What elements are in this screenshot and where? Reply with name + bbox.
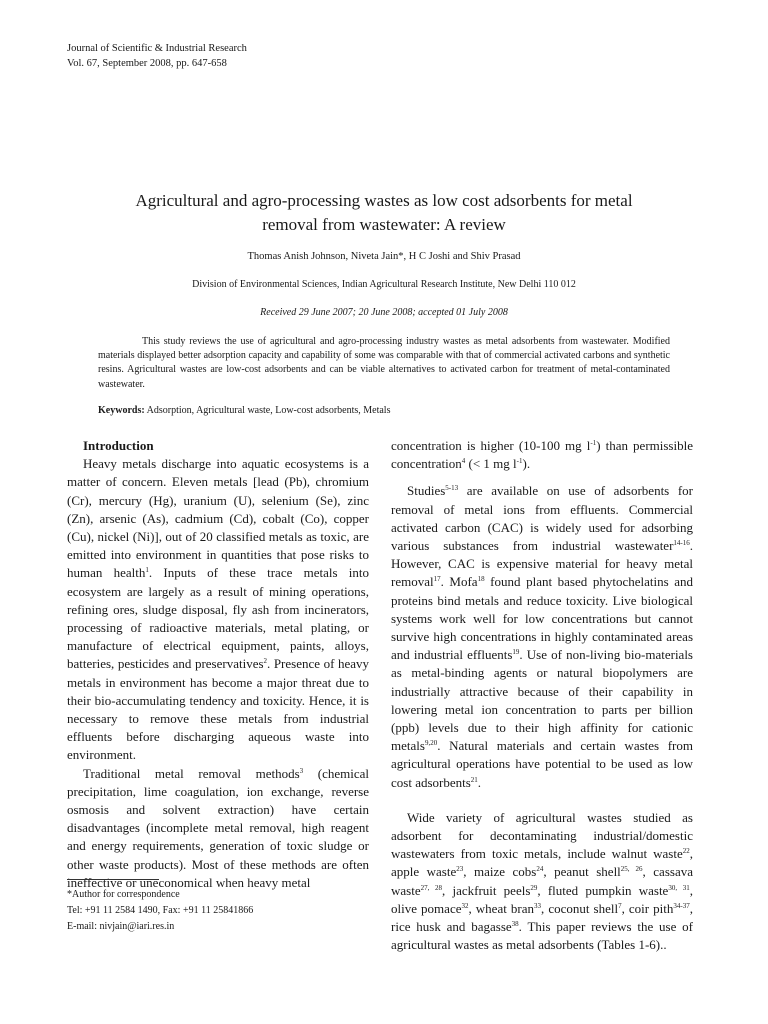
footnote-divider: [67, 879, 159, 880]
footnote: [67, 887, 253, 935]
journal-header: [67, 41, 247, 71]
citation: 1: [145, 566, 149, 575]
keywords-text: Adsorption, Agricultural waste, Low-cost adsorbents, Metals: [146, 405, 391, 416]
right-paragraph-3: Wide variety of agricultural wastes studied as adsorbent for decontaminating industrial/domestic wastewaters from toxic metals, include walnut waste$^{22}$, apple waste$^{23}$, maize cobs$^{24}$, peanut shell$^{25, 26}$, cassava waste$^{27, 28}$, jackfruit peels$^{29}$, fluted pumpkin waste$^{30, 31}$, olive pomace$^{32}$, wheat bran$^{33}$, coconut shell$^7$, coir pith$^{34-37}$, rice husk and bagasse$^{38}$. This paper reviews the use of agricultural wastes as metal adsorbents (Tables 1-6)..: [391, 809, 694, 953]
title-line-2: removal from wastewater: A review: [262, 215, 506, 234]
citation: 4: [461, 457, 466, 466]
left-column: [67, 437, 369, 892]
keywords-label: Keywords:: [98, 405, 145, 416]
authors: Thomas Anish Johnson, Niveta Jain*, H C Joshi and Shiv Prasad: [247, 251, 521, 262]
abstract: [98, 335, 670, 392]
title-line-1: Agricultural and agro-processing wastes as low cost adsorbents for metal: [135, 191, 633, 210]
citation: 3: [299, 766, 304, 775]
footnote-author: *Author for correspondence: [67, 889, 180, 900]
affiliation: Division of Environmental Sciences, Indian Agricultural Research Institute, New Delhi 110 012: [192, 279, 576, 290]
abstract-text: This study reviews the use of agricultural and agro-processing industry wastes as metal adsorbents from wastewater. Modified materials displayed better adsorption capacity and capability of some was comparable with that of commercial activated carbons and synthetic resins. Agricultural wastes are low-cost adsorbents and can be viable alternatives to activated carbon for treatment of metal-contaminated wastewater.: [98, 336, 670, 390]
journal-volume: Vol. 67, September 2008, pp. 647-658: [67, 58, 227, 69]
right-paragraph-2: Studies$^{5-13}$ are available on use of adsorbents for removal of metal ions from effluents. Commercial activated carbon (CAC) is widely used for adsorbing various substances from industrial wastewater$^{14-16}$. However, CAC is expensive material for heavy metal removal$^{17}$. Mofa$^{18}$ found plant based phytochelatins and proteins bind metals and reduce toxicity. Live biological systems work well for low concentrations but cannot survive high concentrations in highly contaminated areas and industrial effluents$^{19}$. Use of non-living bio-materials as metal-binding agents or natural biopolymers are industrially attractive because of their capability in lowering metal ion concentration to parts per billion (ppb) levels due to their high affinity for cationic metals$^{9,20}$. Natural materials and certain wastes from agricultural operations have potential to be used as low cost adsorbents$^{21}$.: [391, 483, 693, 790]
footnote-email: E-mail: nivjain@iari.res.in: [67, 921, 175, 932]
right-column: [391, 437, 693, 954]
received-dates: Received 29 June 2007; 20 June 2008; accepted 01 July 2008: [260, 307, 508, 318]
right-paragraph-1: concentration is higher (10-100 mg $l^{-1}$) than permissible concentration$^4$ (< 1 mg $l^{-1}$).: [391, 438, 693, 472]
paper-title: [80, 189, 688, 237]
journal-name: Journal of Scientific & Industrial Research: [67, 43, 247, 54]
section-heading-introduction: Introduction: [83, 438, 154, 453]
intro-paragraph-1: Heavy metals discharge into aquatic ecosystems is a matter of concern. Eleven metals [lead (Pb), chromium (Cr), mercury (Hg), uranium (U), selenium (Se), zinc (Zn), arsenic (As), cadmium (Cd), cobalt (Co), copper (Cu), nickel (Ni)], out of 20 classified metals as toxic, are emitted into environment in quantities that pose risks to human health$^1$. Inputs of these trace metals into ecosystem are largely as a result of mining operations, refining ores, sludge disposal, fly ash from incinerators, processing of radioactive materials, metal plating, or manufacture of electrical equipment, paints, alloys, batteries, pesticides and preservatives$^2$. Presence of heavy metals in environment has become a major threat due to their bio-accumulating tendency and toxicity. Hence, it is necessary to remove these metals from industrial effluents before discharging aqueous waste into environment.: [67, 456, 369, 763]
intro-paragraph-2: Traditional metal removal methods$^3$ (chemical precipitation, lime coagulation, ion exchange, reverse osmosis and solvent extraction) have certain disadvantages (incomplete metal removal, high reagent and energy requirements, generation of toxic sludge or other waste products). Most of these methods are often ineffective or uneconomical when heavy metal: [67, 765, 369, 890]
citation: 2: [263, 657, 268, 666]
keywords: [98, 405, 390, 416]
footnote-tel: Tel: +91 11 2584 1490, Fax: +91 11 25841866: [67, 905, 254, 916]
